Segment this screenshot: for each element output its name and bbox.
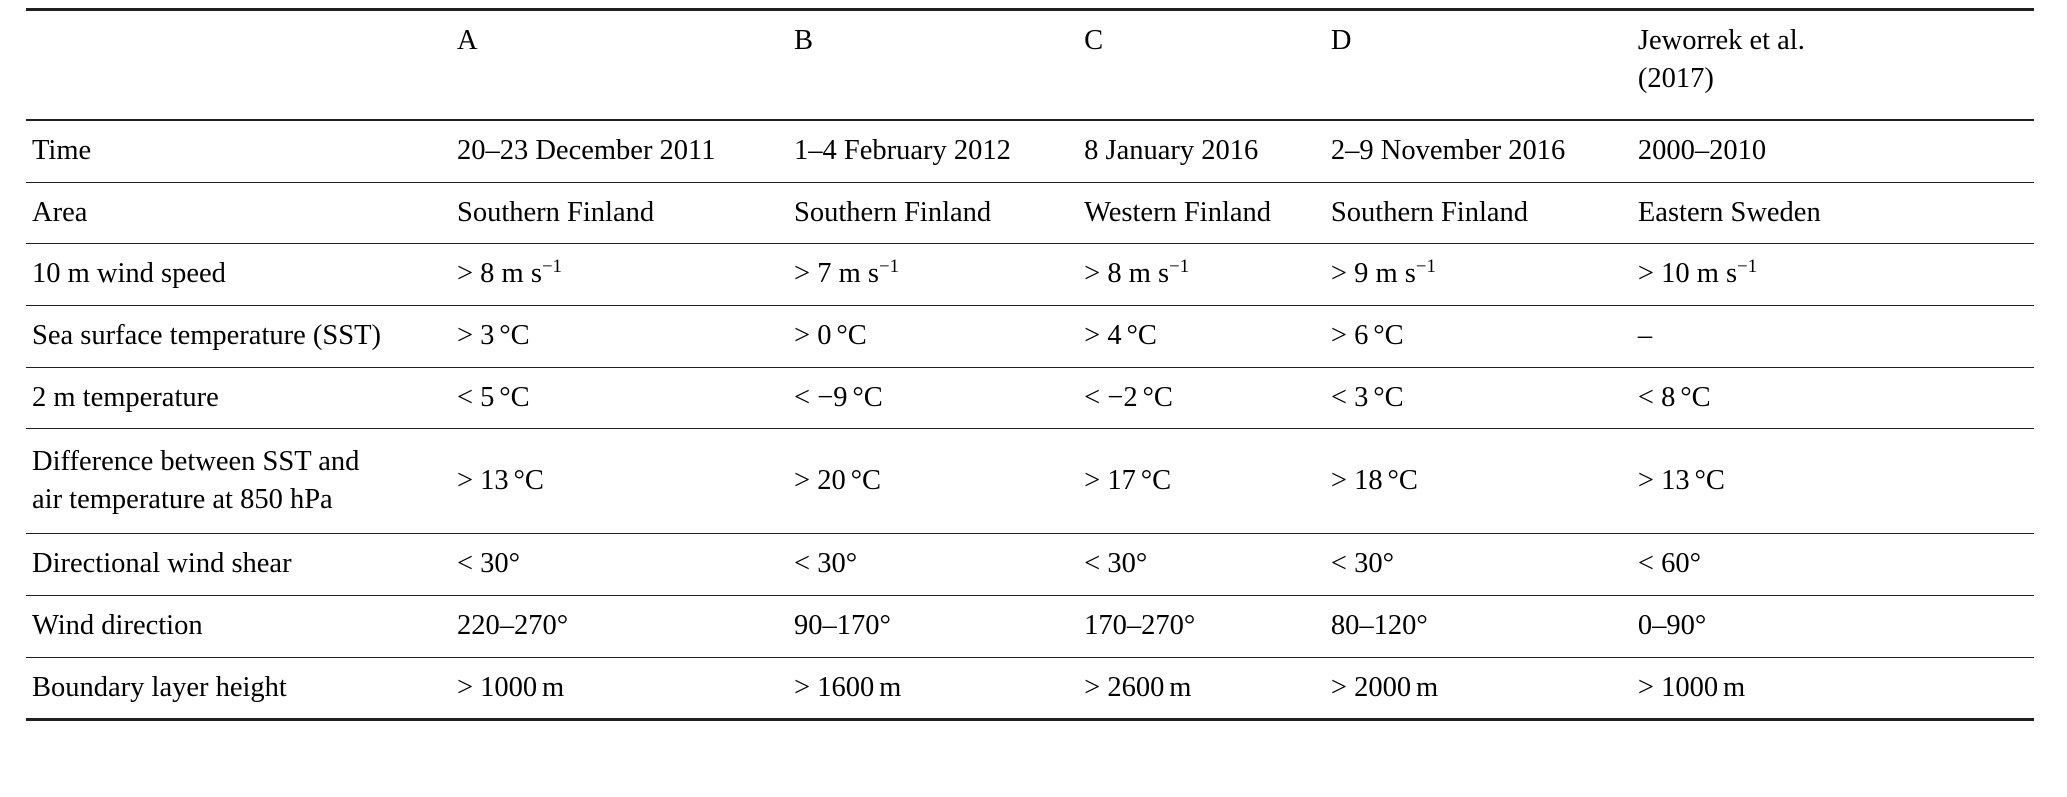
cell-boundary-layer-height-ref: > 1000 m [1638, 657, 2034, 720]
cell-wind-direction-a: 220–270° [457, 596, 794, 658]
cell-wind-speed-d: > 9 m $s^{-1}$ [1331, 244, 1638, 306]
cell-time-c: 8 January 2016 [1084, 120, 1331, 182]
column-header-c: C [1084, 10, 1331, 121]
cell-time-a: 20–23 December 2011 [457, 120, 794, 182]
row-label-sst-air-difference-line2: air temperature at 850 hPa [32, 483, 333, 515]
cell-area-a: Southern Finland [457, 182, 794, 244]
table-container [0, 8, 2067, 797]
row-label-time: Time [26, 120, 457, 182]
cell-sst-air-difference-d: > 18 °C [1331, 429, 1638, 534]
cell-sst-a: > 3 °C [457, 306, 794, 368]
column-header-b: B [794, 10, 1084, 121]
cell-directional-wind-shear-a: < 30° [457, 534, 794, 596]
cell-boundary-layer-height-a: > 1000 m [457, 657, 794, 720]
cell-sst-air-difference-a: > 13 °C [457, 429, 794, 534]
cell-time-b: 1–4 February 2012 [794, 120, 1084, 182]
table-row [26, 429, 2034, 534]
cell-time-d: 2–9 November 2016 [1331, 120, 1638, 182]
cell-2m-temperature-a: < 5 °C [457, 367, 794, 429]
cell-sst-b: > 0 °C [794, 306, 1084, 368]
header-row [26, 10, 2034, 121]
cell-2m-temperature-c: < −2 °C [1084, 367, 1331, 429]
cell-boundary-layer-height-d: > 2000 m [1331, 657, 1638, 720]
column-header-a: A [457, 10, 794, 121]
row-label-area: Area [26, 182, 457, 244]
cell-sst-air-difference-ref: > 13 °C [1638, 429, 2034, 534]
cell-sst-ref: – [1638, 306, 2034, 368]
table-row [26, 367, 2034, 429]
row-label-wind-speed: 10 m wind speed [26, 244, 457, 306]
row-label-sst-air-difference [26, 429, 457, 534]
cell-time-ref: 2000–2010 [1638, 120, 2034, 182]
row-label-wind-direction: Wind direction [26, 596, 457, 658]
cell-sst-c: > 4 °C [1084, 306, 1331, 368]
column-header-d: D [1331, 10, 1638, 121]
table-header [26, 10, 2034, 121]
row-label-boundary-layer-height: Boundary layer height [26, 657, 457, 720]
cell-directional-wind-shear-c: < 30° [1084, 534, 1331, 596]
cell-wind-speed-b: > 7 m $s^{-1}$ [794, 244, 1084, 306]
cell-boundary-layer-height-c: > 2600 m [1084, 657, 1331, 720]
cell-boundary-layer-height-b: > 1600 m [794, 657, 1084, 720]
cell-wind-direction-c: 170–270° [1084, 596, 1331, 658]
cell-wind-direction-d: 80–120° [1331, 596, 1638, 658]
row-label-2m-temperature: 2 m temperature [26, 367, 457, 429]
table-row [26, 306, 2034, 368]
cell-area-b: Southern Finland [794, 182, 1084, 244]
cell-sst-air-difference-b: > 20 °C [794, 429, 1084, 534]
table-row [26, 596, 2034, 658]
cell-directional-wind-shear-d: < 30° [1331, 534, 1638, 596]
table-body [26, 120, 2034, 720]
cell-wind-speed-c: > 8 m $s^{-1}$ [1084, 244, 1331, 306]
cell-area-ref: Eastern Sweden [1638, 182, 2034, 244]
table-row [26, 244, 2034, 306]
column-header-label [26, 10, 457, 121]
cell-2m-temperature-b: < −9 °C [794, 367, 1084, 429]
row-label-directional-wind-shear: Directional wind shear [26, 534, 457, 596]
cell-wind-speed-ref: > 10 m $s^{-1}$ [1638, 244, 2034, 306]
cell-directional-wind-shear-b: < 30° [794, 534, 1084, 596]
cell-wind-direction-ref: 0–90° [1638, 596, 2034, 658]
row-label-sst: Sea surface temperature (SST) [26, 306, 457, 368]
cell-directional-wind-shear-ref: < 60° [1638, 534, 2034, 596]
table-row [26, 657, 2034, 720]
column-header-reference-line2: (2017) [1637, 62, 1714, 94]
cell-area-c: Western Finland [1084, 182, 1331, 244]
cell-2m-temperature-d: < 3 °C [1331, 367, 1638, 429]
cell-sst-air-difference-c: > 17 °C [1084, 429, 1331, 534]
table-row [26, 182, 2034, 244]
row-label-sst-air-difference-line1: Difference between SST and [32, 446, 360, 478]
table-row [26, 534, 2034, 596]
cell-wind-speed-a: > 8 m $s^{-1}$ [457, 244, 794, 306]
cell-area-d: Southern Finland [1331, 182, 1638, 244]
cell-wind-direction-b: 90–170° [794, 596, 1084, 658]
column-header-reference-line1: Jeworrek et al. [1637, 25, 1805, 56]
criteria-comparison-table [26, 8, 2034, 721]
table-row [26, 120, 2034, 182]
cell-2m-temperature-ref: < 8 °C [1638, 367, 2034, 429]
cell-sst-d: > 6 °C [1331, 306, 1638, 368]
column-header-reference [1638, 10, 2034, 121]
